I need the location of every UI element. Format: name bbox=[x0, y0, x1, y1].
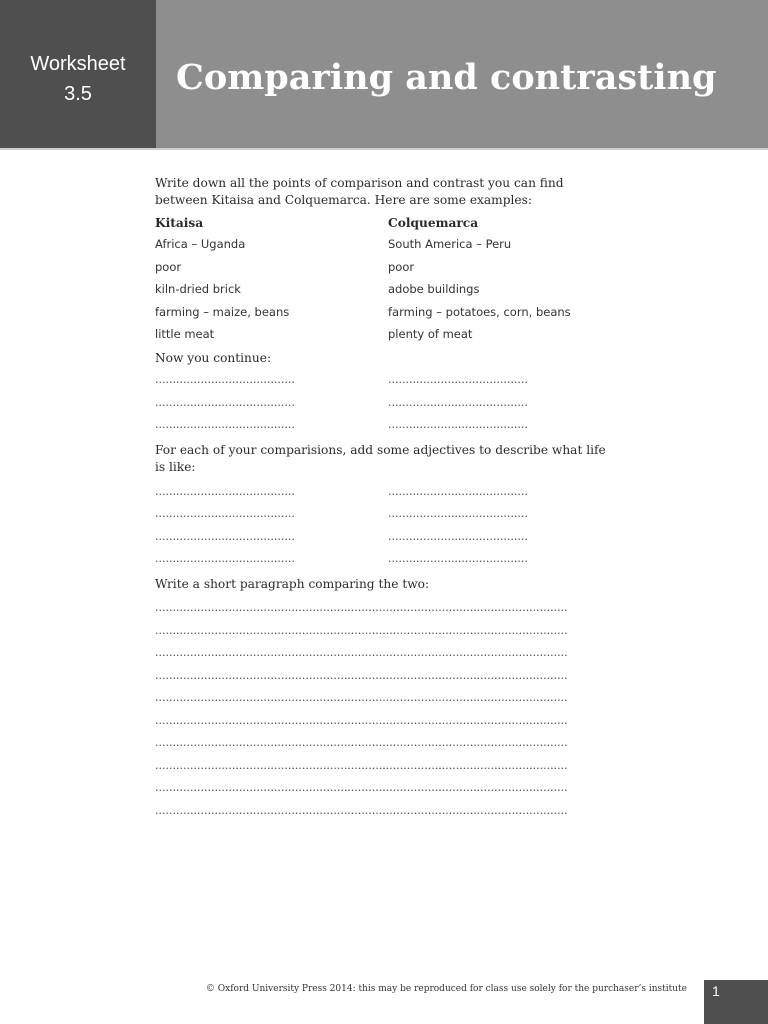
blank-right: ........................................ bbox=[388, 507, 528, 521]
page-title: Comparing and contrasting bbox=[176, 57, 717, 98]
example-row bbox=[155, 301, 615, 324]
blank-row bbox=[155, 480, 615, 503]
example-left: Africa – Uganda bbox=[155, 237, 246, 252]
page-number-box bbox=[704, 980, 768, 1024]
blank-right: ........................................ bbox=[388, 395, 528, 409]
blank-row bbox=[155, 369, 615, 392]
blank-left: ........................................ bbox=[155, 418, 295, 432]
writing-line: ...................................................................................................................... bbox=[155, 646, 568, 659]
writing-line: ...................................................................................................................... bbox=[155, 803, 568, 817]
example-right: adobe buildings bbox=[388, 282, 480, 297]
continue-prompt: Now you continue: bbox=[155, 350, 272, 365]
writing-line: ...................................................................................................................... bbox=[155, 601, 568, 614]
blank-row bbox=[155, 414, 615, 437]
paragraph-prompt: Write a short paragraph comparing the two: bbox=[155, 577, 430, 591]
copyright-notice: © Oxford University Press 2014: this may be reproduced for class use solely for the purchaser’s institute bbox=[205, 984, 687, 994]
worksheet-number: 3.5 bbox=[64, 83, 92, 105]
blank-row bbox=[155, 525, 615, 548]
example-right: farming – potatoes, corn, beans bbox=[388, 304, 571, 319]
writing-line: ...................................................................................................................... bbox=[155, 781, 568, 794]
blank-left: ........................................ bbox=[155, 373, 295, 387]
adjectives-prompt: For each of your comparisions, add some adjectives to describe what life is like: bbox=[155, 443, 606, 474]
column-headings bbox=[155, 213, 615, 233]
blank-right: ........................................ bbox=[388, 418, 528, 432]
blank-row bbox=[155, 548, 615, 571]
writing-line: ...................................................................................................................... bbox=[155, 668, 568, 682]
blank-left: ........................................ bbox=[155, 552, 295, 566]
example-right: plenty of meat bbox=[388, 327, 473, 342]
writing-line: ...................................................................................................................... bbox=[155, 691, 568, 704]
writing-line: ...................................................................................................................... bbox=[155, 713, 568, 727]
intro-text: Write down all the points of comparison and contrast you can find between Kitaisa and Colquemarca. Here are some examples: bbox=[155, 176, 564, 207]
example-right: poor bbox=[388, 259, 415, 274]
blank-left: ........................................ bbox=[155, 507, 295, 521]
page-number: 1 bbox=[712, 983, 720, 999]
example-left: little meat bbox=[155, 327, 215, 342]
worksheet-label: Worksheet bbox=[30, 53, 126, 75]
blank-left: ........................................ bbox=[155, 529, 295, 543]
example-row bbox=[155, 256, 615, 279]
writing-line: ...................................................................................................................... bbox=[155, 758, 568, 772]
blank-row bbox=[155, 503, 615, 526]
blank-right: ........................................ bbox=[388, 484, 528, 498]
blank-right: ........................................ bbox=[388, 373, 528, 387]
example-row bbox=[155, 278, 615, 301]
heading-colquemarca: Colquemarca bbox=[388, 216, 479, 230]
heading-kitaisa: Kitaisa bbox=[155, 216, 204, 230]
example-row bbox=[155, 233, 615, 256]
worksheet-body bbox=[155, 175, 615, 822]
blank-row bbox=[155, 391, 615, 414]
worksheet-badge bbox=[0, 0, 156, 148]
example-row bbox=[155, 323, 615, 346]
blank-left: ........................................ bbox=[155, 395, 295, 409]
writing-line: ...................................................................................................................... bbox=[155, 736, 568, 749]
example-right: South America – Peru bbox=[388, 237, 512, 252]
page-header bbox=[0, 0, 768, 150]
example-left: farming – maize, beans bbox=[155, 304, 290, 319]
blank-left: ........................................ bbox=[155, 484, 295, 498]
example-left: poor bbox=[155, 259, 182, 274]
example-left: kiln-dried brick bbox=[155, 282, 241, 297]
blank-right: ........................................ bbox=[388, 552, 528, 566]
writing-line: ...................................................................................................................... bbox=[155, 623, 568, 637]
blank-right: ........................................ bbox=[388, 529, 528, 543]
